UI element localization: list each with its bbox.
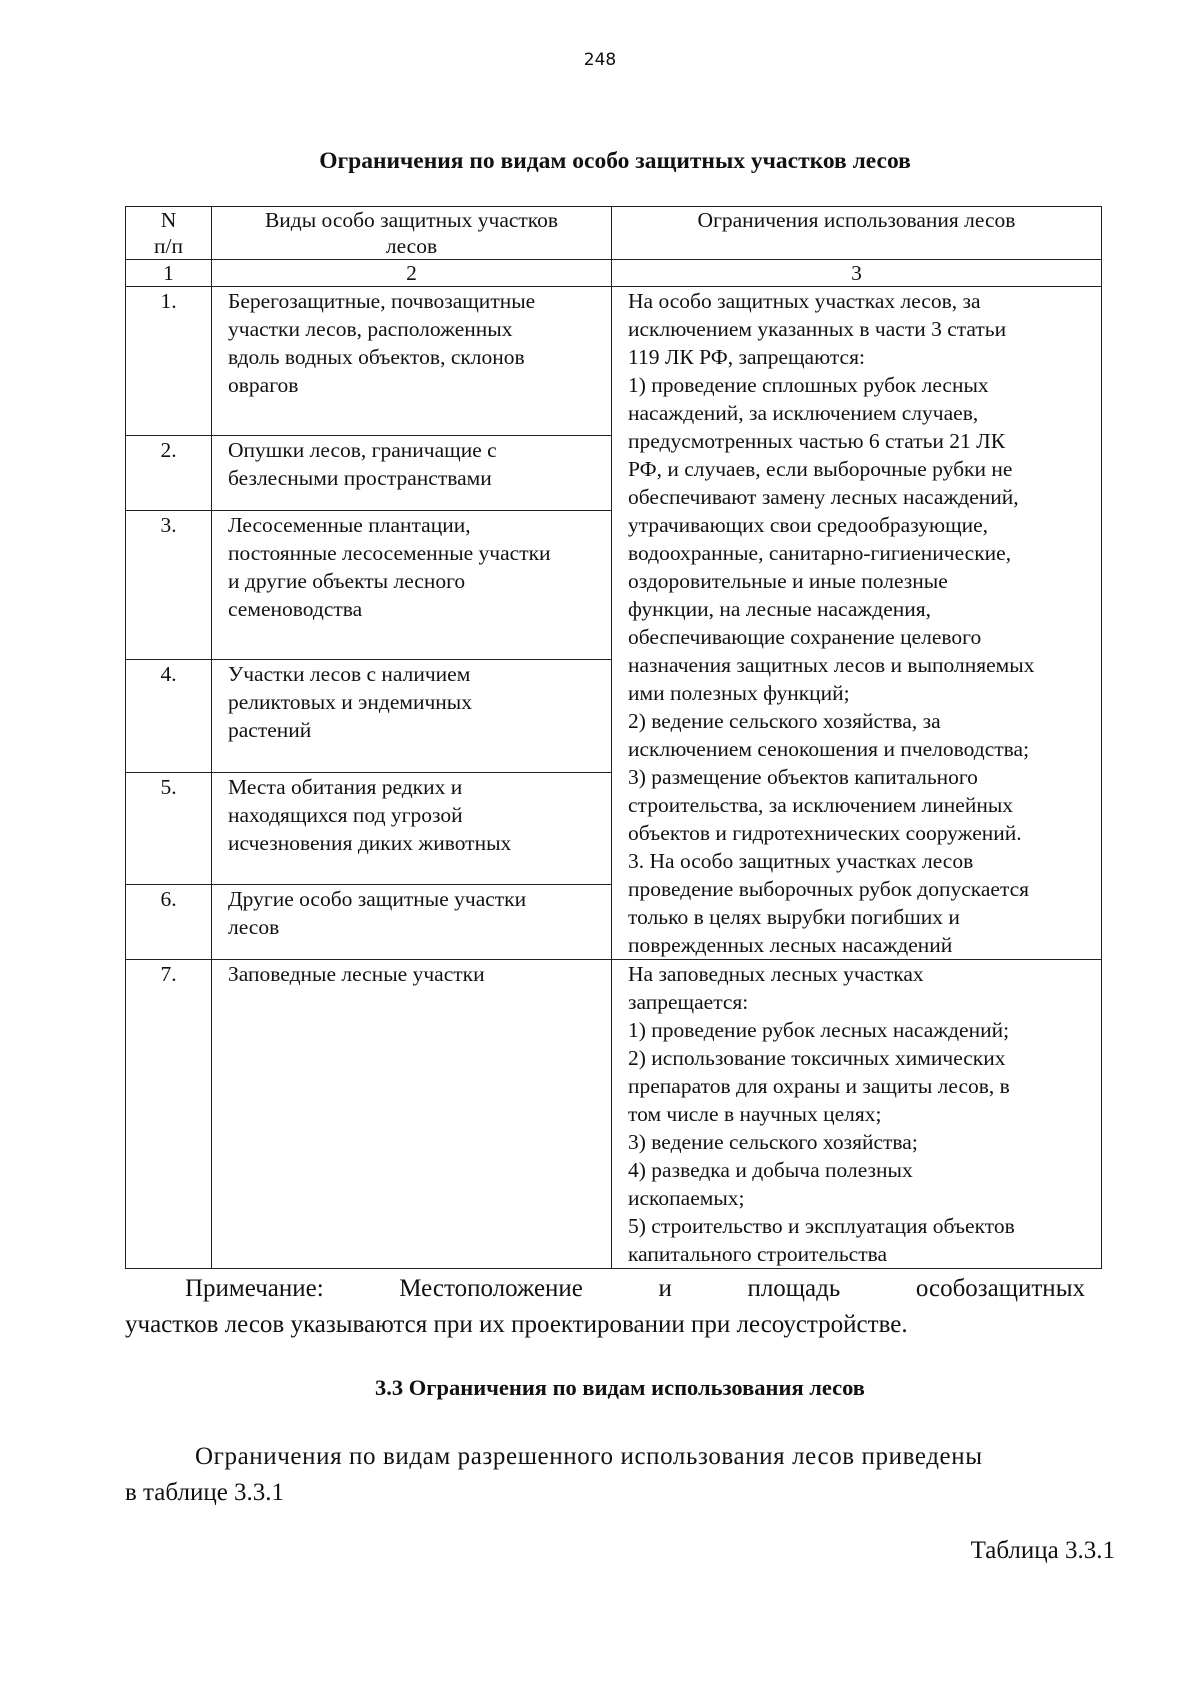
restriction-line: 3) ведение сельского хозяйства; bbox=[628, 1130, 918, 1154]
header-col-number-line: N bbox=[160, 208, 177, 232]
row-zone-type bbox=[212, 511, 612, 660]
section-heading: 3.3 Ограничения по видам использования лесов bbox=[375, 1375, 865, 1400]
row-zone-type bbox=[212, 772, 612, 884]
restriction-line: 4) разведка и добыча полезных bbox=[628, 1158, 913, 1182]
row-zone-type-line: находящихся под угрозой bbox=[228, 802, 463, 827]
restriction-line: поврежденных лесных насаждений bbox=[628, 933, 953, 957]
row-zone-type-line: безлесными пространствами bbox=[228, 466, 492, 491]
row-number: 5. bbox=[126, 772, 212, 884]
table-caption: Таблица 3.3.1 bbox=[970, 1537, 1115, 1564]
restriction-line: утрачивающих свои средообразующие, bbox=[628, 513, 989, 537]
restriction-line: 3) размещение объектов капитального bbox=[628, 765, 978, 789]
row-zone-type bbox=[212, 287, 612, 436]
row-zone-type-line: семеноводства bbox=[228, 597, 363, 622]
row-zone-type-line: Места обитания редких и bbox=[228, 774, 463, 799]
row-number: 6. bbox=[126, 884, 212, 959]
restriction-line: проведение выборочных рубок допускается bbox=[628, 877, 1030, 901]
restriction-line: 1) проведение сплошных рубок лесных bbox=[628, 373, 989, 397]
header-col-types-line: Виды особо защитных участков bbox=[264, 208, 559, 232]
table-title: Ограничения по видам особо защитных участков лесов bbox=[319, 148, 911, 174]
row-zone-type-line: реликтовых и эндемичных bbox=[228, 690, 472, 715]
restriction-line: На заповедных лесных участках bbox=[628, 962, 924, 986]
restriction-line: На особо защитных участках лесов, за bbox=[628, 289, 981, 313]
row-number: 1. bbox=[126, 287, 212, 436]
column-number-3: 3 bbox=[612, 260, 1102, 287]
header-col-number-line: п/п bbox=[154, 234, 183, 258]
row-zone-type-line: оврагов bbox=[228, 373, 299, 397]
row-zone-type-line: Заповедные лесные участки bbox=[228, 962, 485, 986]
row-zone-type bbox=[212, 436, 612, 511]
restriction-line: функции, на лесные насаждения, bbox=[628, 597, 932, 621]
restriction-line: том числе в научных целях; bbox=[628, 1102, 882, 1126]
row-zone-type-line: участки лесов, расположенных bbox=[228, 317, 513, 341]
row-zone-type-line: Другие особо защитные участки bbox=[228, 886, 527, 911]
restriction-line: строительства, за исключением линейных bbox=[628, 793, 1014, 817]
paragraph-line-2: в таблице 3.3.1 bbox=[125, 1479, 285, 1506]
column-number-2: 2 bbox=[212, 260, 612, 287]
row-zone-type-line: Берегозащитные, почвозащитные bbox=[228, 289, 536, 313]
restriction-line: обеспечивающие сохранение целевого bbox=[628, 625, 982, 649]
row-zone-type-line: постоянные лесосеменные участки bbox=[228, 541, 551, 566]
row-number: 2. bbox=[126, 436, 212, 511]
restriction-line: водоохранные, санитарно-гигиенические, bbox=[628, 541, 1012, 565]
restriction-line: запрещается: bbox=[628, 990, 749, 1014]
restriction-line: РФ, и случаев, если выборочные рубки не bbox=[628, 457, 1013, 481]
table-row bbox=[126, 287, 1102, 436]
row-zone-type-line: растений bbox=[228, 718, 312, 743]
paragraph-line-1: Ограничения по видам разрешенного использования лесов приведены bbox=[195, 1443, 983, 1470]
header-col-restrictions: Ограничения использования лесов bbox=[612, 207, 1102, 260]
restrictions-rows-1-6 bbox=[612, 287, 1102, 960]
row-zone-type-line: Лесосеменные плантации, bbox=[228, 513, 471, 538]
note-line-1: Примечание: Местоположение и площадь особозащитных bbox=[185, 1275, 1085, 1302]
restrictions-row-7 bbox=[612, 960, 1102, 1269]
restriction-line: оздоровительные и иные полезные bbox=[628, 569, 948, 593]
restriction-line: 3. На особо защитных участках лесов bbox=[628, 849, 974, 873]
row-zone-type bbox=[212, 884, 612, 959]
restriction-line: капитального строительства bbox=[628, 1242, 888, 1266]
header-col-number bbox=[126, 207, 212, 260]
restriction-line: объектов и гидротехнических сооружений. bbox=[628, 821, 1022, 845]
restriction-line: назначения защитных лесов и выполняемых bbox=[628, 653, 1035, 677]
row-zone-type bbox=[212, 660, 612, 772]
protected-areas-table bbox=[125, 206, 1102, 1269]
restriction-line: 2) ведение сельского хозяйства, за bbox=[628, 709, 941, 733]
header-col-types bbox=[212, 207, 612, 260]
row-zone-type-line: исчезновения диких животных bbox=[228, 830, 512, 855]
row-zone-type-line: лесов bbox=[228, 914, 280, 939]
page-number: 248 bbox=[583, 50, 617, 70]
row-number: 3. bbox=[126, 511, 212, 660]
restriction-line: ископаемых; bbox=[628, 1186, 745, 1210]
restriction-line: насаждений, за исключением случаев, bbox=[628, 401, 979, 425]
header-col-types-line: лесов bbox=[385, 234, 438, 258]
row-zone-type-line: вдоль водных объектов, склонов bbox=[228, 345, 525, 369]
restriction-line: препаратов для охраны и защиты лесов, в bbox=[628, 1074, 1010, 1098]
row-zone-type-line: Участки лесов с наличием bbox=[228, 662, 471, 687]
row-zone-type bbox=[212, 960, 612, 1269]
row-zone-type-line: и другие объекты лесного bbox=[228, 569, 466, 594]
restriction-line: исключением сенокошения и пчеловодства; bbox=[628, 737, 1030, 761]
table-column-numbers-row bbox=[126, 260, 1102, 287]
restriction-line: исключением указанных в части 3 статьи bbox=[628, 317, 1007, 341]
column-number-1: 1 bbox=[126, 260, 212, 287]
restriction-line: 2) использование токсичных химических bbox=[628, 1046, 1006, 1070]
restriction-line: 119 ЛК РФ, запрещаются: bbox=[628, 345, 865, 369]
restriction-line: предусмотренных частью 6 статьи 21 ЛК bbox=[628, 429, 1006, 453]
row-number: 4. bbox=[126, 660, 212, 772]
note-line-2: участков лесов указываются при их проектировании при лесоустройстве. bbox=[125, 1311, 908, 1338]
restriction-line: обеспечивают замену лесных насаждений, bbox=[628, 485, 1019, 509]
row-number: 7. bbox=[126, 960, 212, 1269]
restriction-line: только в целях вырубки погибших и bbox=[628, 905, 960, 929]
restriction-line: ими полезных функций; bbox=[628, 681, 850, 705]
restriction-line: 5) строительство и эксплуатация объектов bbox=[628, 1214, 1015, 1238]
table-body bbox=[126, 287, 1102, 1269]
row-zone-type-line: Опушки лесов, граничащие с bbox=[228, 438, 497, 463]
table-row bbox=[126, 960, 1102, 1269]
table-header-row bbox=[126, 207, 1102, 260]
restriction-line: 1) проведение рубок лесных насаждений; bbox=[628, 1018, 1010, 1042]
